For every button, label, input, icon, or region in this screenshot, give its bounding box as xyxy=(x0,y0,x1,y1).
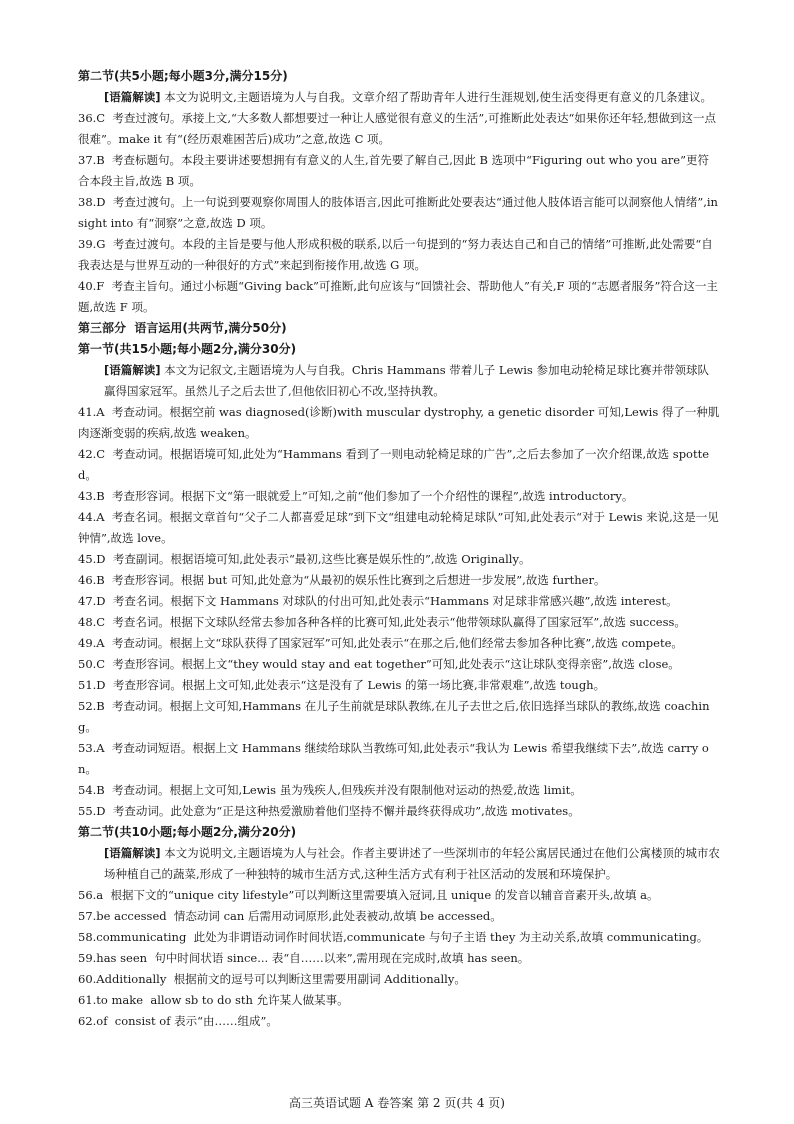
answer-item: 51.D 考查形容词。根据上文可知,此处表示“这是没有了 Lewis 的第一场比赛,非常艰难”,故选 tough。 xyxy=(78,678,606,692)
answer-item: 56.a 根据下文的“unique city lifestyle”可以判断这里需要填入冠词,且 unique 的发音以辅音音素开头,故填 a。 xyxy=(78,888,659,902)
answer-item: 58.communicating 此处为非谓语动词作时间状语,communicate 与句子主语 they 为主动关系,故填 communicating。 xyxy=(78,930,709,944)
answer-item: 37.B 考查标题句。本段主要讲述要想拥有有意义的人生,首先要了解自己,因此 B 选项中“Figuring out who you are”更符合本段主旨,故选 B 项。 xyxy=(78,153,709,188)
answer-item: 57.be accessed 情态动词 can 后需用动词原形,此处表被动,故填 be accessed。 xyxy=(78,909,502,923)
answer-item: 50.C 考查形容词。根据上文“they would stay and eat together”可知,此处表示“这让球队变得亲密”,故选 close。 xyxy=(78,657,680,671)
answer-item: 59.has seen 句中时间状语 since... 表“自……以来”,需用现在完成时,故填 has seen。 xyxy=(78,951,530,965)
answer-item: 45.D 考查副词。根据语境可知,此处表示“最初,这些比赛是娱乐性的”,故选 Originally。 xyxy=(78,552,531,566)
analysis-text: 本文为说明文,主题语境为人与社会。作者主要讲述了一些深圳市的年轻公寓居民通过在他们公寓楼顶的城市农场种植自己的蔬菜,形成了一种独特的城市生活方式,这种生活方式有利于社区活动的发展和环境保护。 xyxy=(104,846,720,881)
answer-item: 43.B 考查形容词。根据下文“第一眼就爱上”可知,之前“他们参加了一个介绍性的课程”,故选 introductory。 xyxy=(78,489,634,503)
answer-item: 40.F 考查主旨句。通过小标题“Giving back”可推断,此句应该与“回馈社会、帮助他人”有关,F 项的“志愿者服务”符合这一主题,故选 F 项。 xyxy=(78,279,718,314)
answer-item: 44.A 考查名词。根据文章首句“父子二人都喜爱足球”到下文“组建电动轮椅足球队”可知,此处表示“对于 Lewis 来说,这是一见钟情”,故选 love。 xyxy=(78,510,719,545)
answer-item: 42.C 考查动词。根据语境可知,此处为“Hammans 看到了一则电动轮椅足球的广告”,之后去参加了一次介绍课,故选 spotted。 xyxy=(78,447,710,482)
passage-analysis xyxy=(78,360,720,402)
analysis-tag: [语篇解读] xyxy=(104,90,161,104)
answer-item: 36.C 考查过渡句。承接上文,“大多数人都想要过一种让人感觉很有意义的生活”,可推断此处表达“如果你还年轻,想做到这一点很难”。make it 有“(经历艰难困苦后)成功”之意,故选 C 项。 xyxy=(78,111,716,146)
answer-item: 60.Additionally 根据前文的逗号可以判断这里需要用副词 Additionally。 xyxy=(78,972,466,986)
section-heading: 第二节(共10小题;每小题2分,满分20分) xyxy=(78,825,297,839)
answer-item: 38.D 考查过渡句。上一句说到要观察你周围人的肢体语言,因此可推断此处要表达“通过他人肢体语言能可以洞察他人情绪”,insight into 有“洞察”之意,故选 D 项。 xyxy=(78,195,718,230)
page-footer: 高三英语试题 A 卷答案 第 2 页(共 4 页) xyxy=(288,1096,505,1110)
answer-item: 49.A 考查动词。根据上文“球队获得了国家冠军”可知,此处表示“在那之后,他们经常去参加各种比赛”,故选 compete。 xyxy=(78,636,683,650)
answer-item: 39.G 考查过渡句。本段的主旨是要与他人形成积极的联系,以后一句提到的“努力表达自己和自己的情绪”可推断,此处需要“自我表达是与世界互动的一种很好的方式”来起到衔接作用,故选 G 项。 xyxy=(78,237,713,272)
section-heading: 第一节(共15小题;每小题2分,满分30分) xyxy=(78,342,297,356)
section-heading: 第三部分 语言运用(共两节,满分50分) xyxy=(78,321,287,335)
section-heading: 第二节(共5小题;每小题3分,满分15分) xyxy=(78,69,288,83)
analysis-text: 本文为记叙文,主题语境为人与自我。Chris Hammans 带着儿子 Lewis 参加电动轮椅足球比赛并带领球队赢得国家冠军。虽然儿子之后去世了,但他依旧初心不改,坚持执教。 xyxy=(104,363,709,398)
answer-item: 48.C 考查名词。根据下文球队经常去参加各种各样的比赛可知,此处表示“他带领球队赢得了国家冠军”,故选 success。 xyxy=(78,615,686,629)
answer-item: 62.of consist of 表示“由……组成”。 xyxy=(78,1014,278,1028)
answer-item: 47.D 考查名词。根据下文 Hammans 对球队的付出可知,此处表示“Hammans 对足球非常感兴趣”,故选 interest。 xyxy=(78,594,678,608)
analysis-tag: [语篇解读] xyxy=(104,846,161,860)
answer-item: 53.A 考查动词短语。根据上文 Hammans 继续给球队当教练可知,此处表示“我认为 Lewis 希望我继续下去”,故选 carry on。 xyxy=(78,741,709,776)
answer-item: 41.A 考查动词。根据空前 was diagnosed(诊断)with muscular dystrophy, a genetic disorder 可知,Lewis 得了一种肌肉逐渐变弱的疾病,故选 weaken。 xyxy=(78,405,720,440)
answer-item: 46.B 考查形容词。根据 but 可知,此处意为“从最初的娱乐性比赛到之后想进一步发展”,故选 further。 xyxy=(78,573,606,587)
analysis-text: 本文为说明文,主题语境为人与自我。文章介绍了帮助青年人进行生涯规划,使生活变得更有意义的几条建议。 xyxy=(160,90,712,104)
answer-item: 54.B 考查动词。根据上文可知,Lewis 虽为残疾人,但残疾并没有限制他对运动的热爱,故选 limit。 xyxy=(78,783,582,797)
analysis-tag: [语篇解读] xyxy=(104,363,161,377)
answer-item: 61.to make allow sb to do sth 允许某人做某事。 xyxy=(78,993,349,1007)
answer-item: 52.B 考查动词。根据上文可知,Hammans 在儿子生前就是球队教练,在儿子去世之后,依旧选择当球队的教练,故选 coaching。 xyxy=(78,699,710,734)
passage-analysis xyxy=(78,87,720,108)
passage-analysis xyxy=(78,843,720,885)
answer-item: 55.D 考查动词。此处意为“正是这种热爱激励着他们坚持不懈并最终获得成功”,故选 motivates。 xyxy=(78,804,580,818)
